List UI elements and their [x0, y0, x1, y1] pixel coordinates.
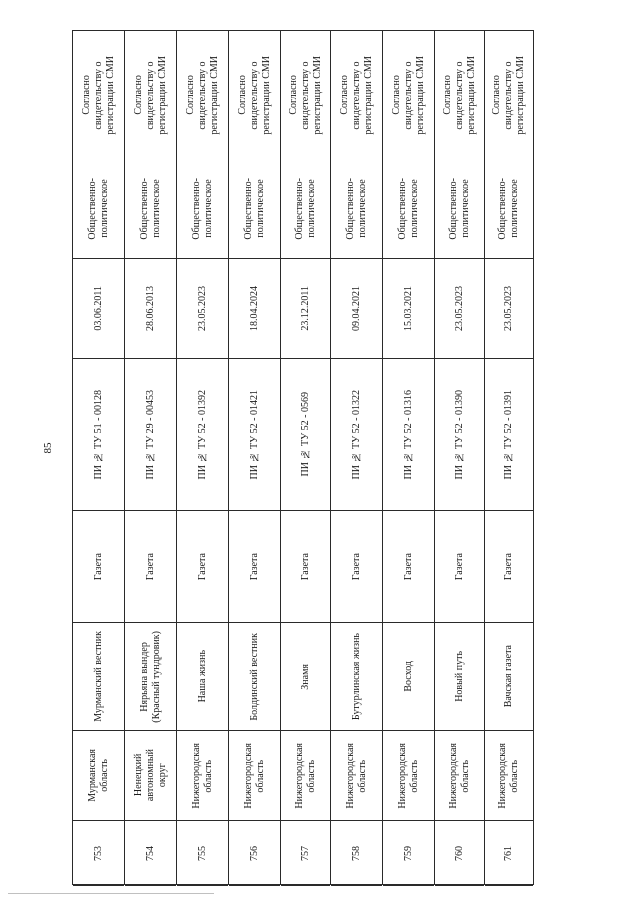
row-number-cell [125, 821, 176, 886]
media-name-text: Знамя [299, 663, 311, 690]
region-text: Нижегородская область [190, 742, 214, 809]
registration-number-cell [229, 359, 280, 511]
registration-number-cell [73, 359, 124, 511]
note-cell [73, 31, 124, 159]
media-type-text: Газета [299, 552, 311, 581]
region-text: Нижегородская область [396, 742, 420, 809]
row-number: 754 [144, 845, 156, 861]
media-name-text: Новый путь [453, 651, 465, 702]
media-type-text: Газета [248, 552, 260, 581]
registration-number-text: ПИ № ТУ 52 - 01421 [248, 389, 260, 480]
row-number-cell [383, 821, 434, 886]
topic-text: Общественно- политическое [497, 177, 520, 240]
registration-date-cell [125, 259, 176, 359]
row-number-cell [177, 821, 228, 886]
media-name-text: Наша жизнь [196, 650, 208, 703]
topic-cell [383, 159, 434, 259]
row-number: 759 [402, 845, 414, 861]
row-number-cell [331, 821, 382, 886]
registration-number-cell [485, 359, 533, 511]
note-text: Согласно свидетельству о регистрации СМИ [491, 55, 526, 135]
registration-date-text: 28.06.2013 [144, 286, 156, 331]
media-name-cell [331, 623, 382, 731]
media-type-cell [331, 511, 382, 623]
media-type-text: Газета [144, 552, 156, 581]
region-cell [383, 731, 434, 821]
note-text: Согласно свидетельству о регистрации СМИ [390, 55, 426, 135]
registration-date-text: 23.05.2023 [196, 286, 208, 331]
region-cell [229, 731, 280, 821]
media-name-text: Нярьяна вындер (Красный тундровик) [138, 630, 162, 723]
registration-number-text: ПИ № ТУ 52 - 01316 [402, 389, 414, 480]
topic-text: Общественно- политическое [138, 177, 162, 240]
registration-number-cell [331, 359, 382, 511]
media-type-cell [125, 511, 176, 623]
media-name-cell [177, 623, 228, 731]
registration-number-text: ПИ № ТУ 29 - 00453 [144, 389, 156, 480]
table-row [125, 31, 177, 884]
table-row [229, 31, 281, 884]
media-name-text: Вачская газета [503, 645, 514, 708]
media-type-cell [383, 511, 434, 623]
row-number: 758 [350, 845, 362, 861]
row-number-cell [229, 821, 280, 886]
registration-date-cell [331, 259, 382, 359]
bottom-rule [8, 893, 214, 894]
registration-number-text: ПИ № ТУ 52 - 01322 [350, 389, 362, 480]
media-type-cell [485, 511, 533, 623]
row-number-cell [73, 821, 124, 886]
note-text: Согласно свидетельству о регистрации СМИ [236, 55, 272, 135]
topic-text: Общественно- политическое [344, 177, 368, 240]
registry-table [72, 30, 534, 885]
media-name-cell [229, 623, 280, 731]
registration-number-text: ПИ № ТУ 52 - 01391 [503, 389, 514, 480]
row-number: 755 [196, 845, 208, 861]
registration-date-cell [229, 259, 280, 359]
media-name-cell [485, 623, 533, 731]
note-cell [125, 31, 176, 159]
registration-date-text: 18.04.2024 [248, 286, 260, 331]
registration-date-cell [73, 259, 124, 359]
registration-number-cell [435, 359, 484, 511]
registration-date-cell [177, 259, 228, 359]
region-cell [73, 731, 124, 821]
registration-number-cell [177, 359, 228, 511]
topic-cell [485, 159, 533, 259]
registration-date-cell [435, 259, 484, 359]
region-text: Нижегородская область [344, 742, 368, 809]
region-text: Мурманская область [86, 749, 110, 802]
region-text: Нижегородская область [447, 742, 471, 809]
registration-date-text: 03.06.2011 [92, 286, 104, 331]
media-type-cell [229, 511, 280, 623]
row-number-cell [281, 821, 330, 886]
registration-date-text: 23.05.2023 [503, 286, 514, 331]
topic-text: Общественно- политическое [242, 177, 266, 240]
media-type-text: Газета [453, 552, 465, 581]
registration-date-cell [281, 259, 330, 359]
note-cell [435, 31, 484, 159]
region-text: Нижегородская область [293, 742, 317, 809]
media-type-text: Газета [402, 552, 414, 581]
region-cell [435, 731, 484, 821]
topic-cell [331, 159, 382, 259]
registration-number-cell [383, 359, 434, 511]
registration-number-text: ПИ № ТУ 51 - 00128 [92, 389, 104, 480]
media-type-text: Газета [350, 552, 362, 581]
region-cell [281, 731, 330, 821]
media-name-cell [125, 623, 176, 731]
media-type-cell [73, 511, 124, 623]
topic-cell [125, 159, 176, 259]
media-name-text: Восход [402, 661, 414, 692]
registration-date-text: 15.03.2021 [402, 286, 414, 331]
media-type-cell [435, 511, 484, 623]
table-row [177, 31, 229, 884]
registration-number-text: ПИ № ТУ 52 - 0569 [299, 392, 311, 477]
row-number: 756 [248, 845, 260, 861]
media-type-cell [281, 511, 330, 623]
note-cell [281, 31, 330, 159]
media-name-text: Бутурлинская жизнь [350, 632, 362, 721]
topic-cell [229, 159, 280, 259]
media-type-cell [177, 511, 228, 623]
media-name-cell [281, 623, 330, 731]
note-cell [177, 31, 228, 159]
registration-number-text: ПИ № ТУ 52 - 01390 [453, 389, 465, 480]
registration-date-text: 23.12.2011 [299, 286, 311, 331]
table-row [331, 31, 383, 884]
region-text: Нижегородская область [242, 742, 266, 809]
note-cell [383, 31, 434, 159]
region-cell [125, 731, 176, 821]
region-cell [485, 731, 533, 821]
topic-text: Общественно- политическое [86, 177, 110, 240]
region-text: Ненецкий автономный округ [132, 749, 168, 802]
topic-cell [435, 159, 484, 259]
media-name-cell [73, 623, 124, 731]
row-number-cell [435, 821, 484, 886]
row-number: 757 [299, 845, 311, 861]
media-name-text: Болдинский вестник [248, 632, 260, 721]
media-type-text: Газета [503, 552, 514, 581]
registration-number-text: ПИ № ТУ 52 - 01392 [196, 389, 208, 480]
registration-number-cell [281, 359, 330, 511]
topic-text: Общественно- политическое [190, 177, 214, 240]
media-name-text: Мурманский вестник [92, 631, 104, 722]
media-name-cell [435, 623, 484, 731]
note-text: Согласно свидетельству о регистрации СМИ [184, 55, 220, 135]
table-row [485, 31, 533, 884]
page-number: 85 [42, 442, 54, 454]
topic-cell [177, 159, 228, 259]
topic-text: Общественно- политическое [293, 177, 317, 240]
registration-date-cell [485, 259, 533, 359]
registration-date-text: 09.04.2021 [350, 286, 362, 331]
topic-text: Общественно- политическое [396, 177, 420, 240]
media-name-cell [383, 623, 434, 731]
note-cell [331, 31, 382, 159]
row-number: 753 [92, 845, 104, 861]
note-text: Согласно свидетельству о регистрации СМИ [132, 55, 168, 135]
note-cell [485, 31, 533, 159]
row-number-cell [485, 821, 533, 886]
table-row [73, 31, 125, 884]
region-cell [177, 731, 228, 821]
region-text: Нижегородская область [497, 742, 520, 809]
registration-number-cell [125, 359, 176, 511]
note-text: Согласно свидетельству о регистрации СМИ [441, 55, 477, 135]
topic-text: Общественно- политическое [447, 177, 471, 240]
note-text: Согласно свидетельству о регистрации СМИ [338, 55, 374, 135]
media-type-text: Газета [92, 552, 104, 581]
row-number: 761 [503, 845, 514, 861]
media-type-text: Газета [196, 552, 208, 581]
registration-date-cell [383, 259, 434, 359]
note-text: Согласно свидетельству о регистрации СМИ [287, 55, 323, 135]
row-number: 760 [453, 845, 465, 861]
note-text: Согласно свидетельству о регистрации СМИ [80, 55, 116, 135]
topic-cell [73, 159, 124, 259]
registration-date-text: 23.05.2023 [453, 286, 465, 331]
note-cell [229, 31, 280, 159]
table-row [281, 31, 331, 884]
table-row [383, 31, 435, 884]
region-cell [331, 731, 382, 821]
topic-cell [281, 159, 330, 259]
table-row [435, 31, 485, 884]
